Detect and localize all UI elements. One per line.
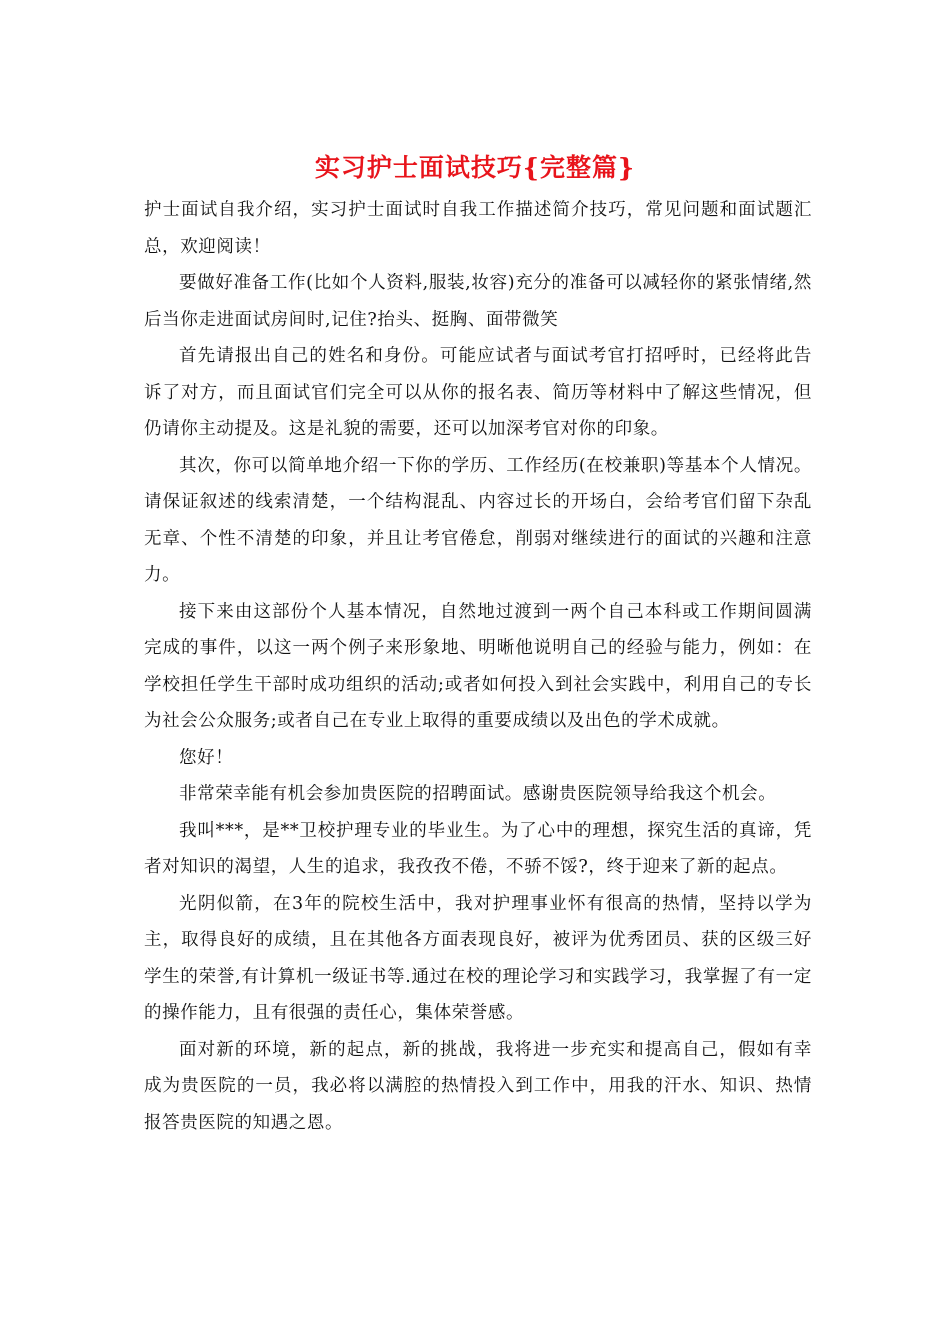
intro-paragraph: 护士面试自我介绍，实习护士面试时自我工作描述简介技巧，常见问题和面试题汇总，欢迎阅读！ xyxy=(144,200,812,257)
paragraph-thanks: 非常荣幸能有机会参加贵医院的招聘面试。感谢贵医院领导给我这个机会。 xyxy=(179,784,777,804)
document-title: 实习护士面试技巧{完整篇} xyxy=(314,153,636,182)
paragraph-background: 其次，你可以简单地介绍一下你的学历、工作经历(在校兼职)等基本个人情况。请保证叙述的线索清楚，一个结构混乱、内容过长的开场白，会给考官们留下杂乱无章、个性不清楚的印象，并且让考官倦怠，削弱对继续进行的面试的兴趣和注意力。 xyxy=(144,455,812,585)
paragraph-name-identity: 首先请报出自己的姓名和身份。可能应试者与面试考官打招呼时，已经将此告诉了对方，而且面试官们完全可以从你的报名表、简历等材料中了解这些情况，但仍请你主动提及。这是礼貌的需要，还可以加深考官对你的印象。 xyxy=(144,346,812,439)
paragraph-closing: 面对新的环境，新的起点，新的挑战，我将进一步充实和提高自己，假如有幸成为贵医院的一员，我必将以满腔的热情投入到工作中，用我的汗水、知识、热情报答贵医院的知遇之恩。 xyxy=(144,1039,812,1133)
paragraph-preparation: 要做好准备工作(比如个人资料,服装,妆容)充分的准备可以减轻你的紧张情绪,然后当你走进面试房间时,记住?抬头、挺胸、面带微笑 xyxy=(144,273,812,330)
paragraph-school-life: 光阴似箭，在3年的院校生活中，我对护理事业怀有很高的热情，坚持以学为主，取得良好的成绩，且在其他各方面表现良好，被评为优秀团员、获的区级三好学生的荣誉,有计算机一级证书等.通过在校的理论学习和实践学习，我掌握了有一定的操作能力，且有很强的责任心，集体荣誉感。 xyxy=(144,893,812,1023)
paragraph-greeting: 您好！ xyxy=(179,747,234,768)
document-body xyxy=(144,192,812,1141)
paragraph-self-intro: 我叫***，是**卫校护理专业的毕业生。为了心中的理想，探究生活的真谛，凭者对知识的渴望，人生的追求，我孜孜不倦，不骄不馁?，终于迎来了新的起点。 xyxy=(144,820,812,877)
paragraph-achievements: 接下来由这部份个人基本情况，自然地过渡到一两个自己本科或工作期间圆满完成的事件，以这一两个例子来形象地、明晰他说明自己的经验与能力，例如：在学校担任学生干部时成功组织的活动;或者如何投入到社会实践中，利用自己的专长为社会公众服务;或者自己在专业上取得的重要成绩以及出色的学术成就。 xyxy=(144,601,812,731)
